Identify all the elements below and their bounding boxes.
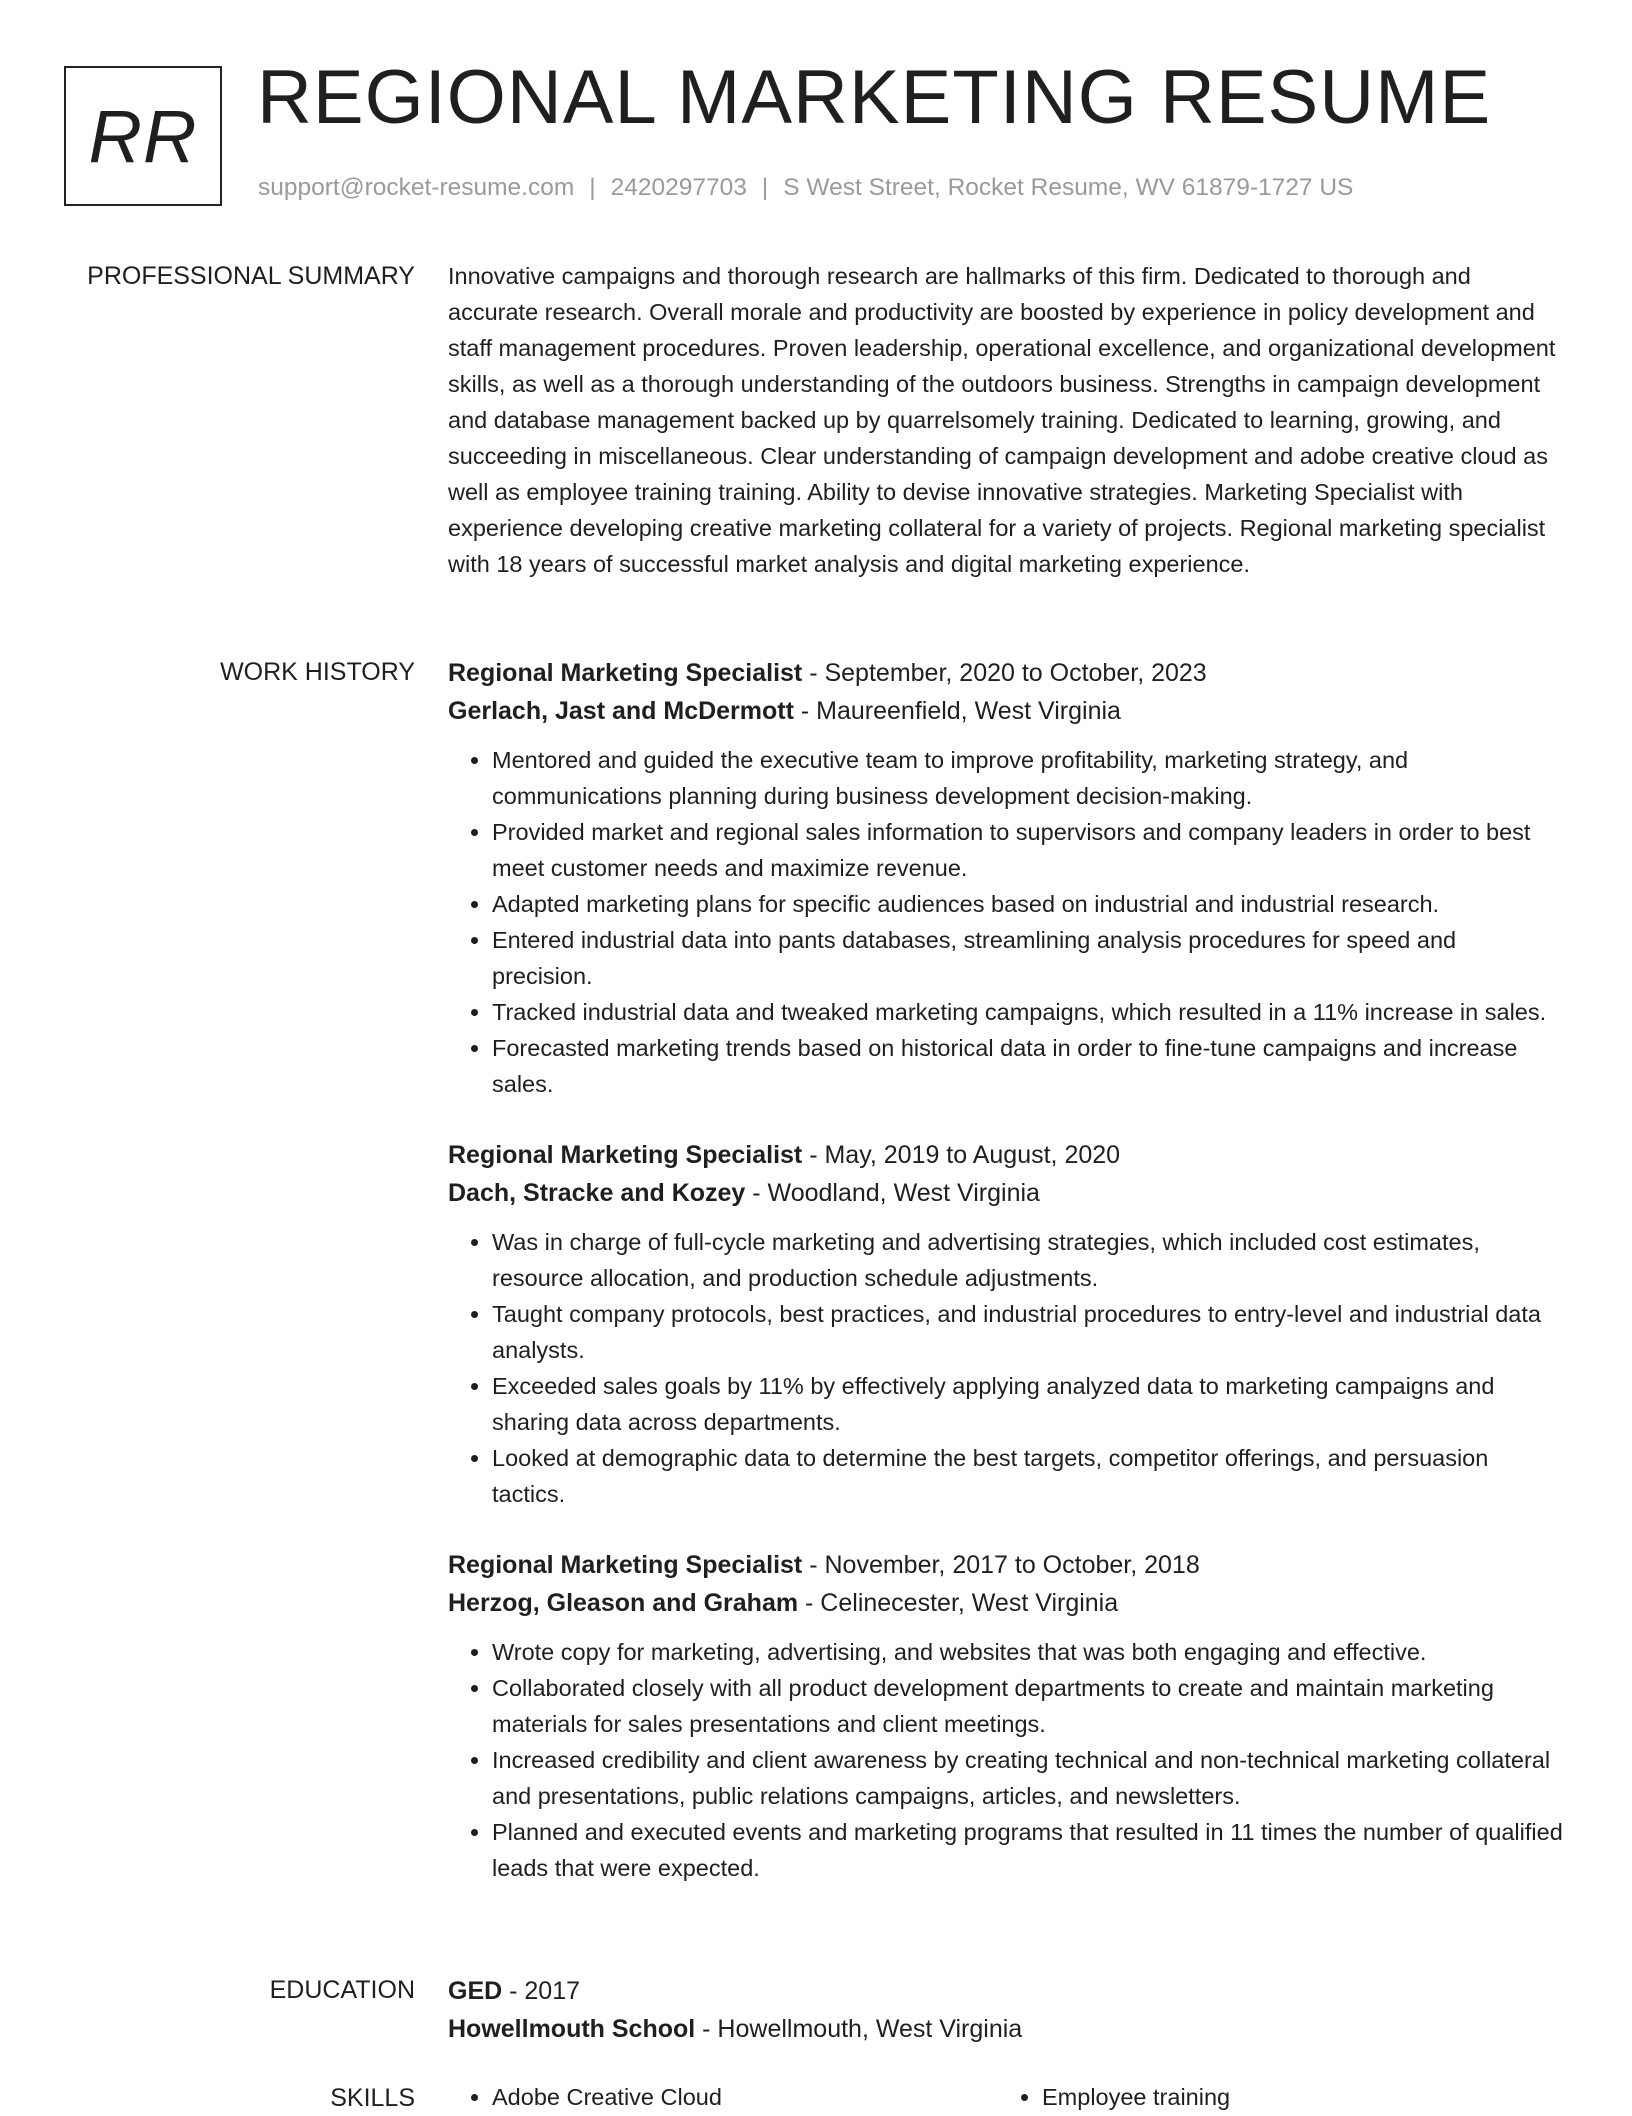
education-heading: EDUCATION: [269, 1976, 415, 2004]
job-bullet: • Was in charge of full-cycle marketing and advertising strategies, which included cost estimates, resource allocation, and production schedule adjustments.: [492, 1224, 1563, 1296]
job-dates: - November, 2017 to October, 2018: [802, 1551, 1200, 1579]
job-bullet: • Increased credibility and client awareness by creating technical and non-technical marketing collateral and presentations, public relations campaigns, articles, and newsletters.: [492, 1742, 1563, 1814]
contact-separator: |: [589, 174, 596, 201]
job-title-line: [448, 654, 1563, 692]
job-entry: [448, 654, 1563, 1102]
contact-email: support@rocket-resume.com: [258, 174, 575, 201]
work-history-heading: WORK HISTORY: [220, 658, 415, 686]
job-company: Dach, Stracke and Kozey: [448, 1179, 746, 1207]
job-bullet: • Looked at demographic data to determine the best targets, competitor offerings, and persuasion tactics.: [492, 1440, 1563, 1512]
job-role: Regional Marketing Specialist: [448, 659, 803, 687]
job-bullet: • Forecasted marketing trends based on historical data in order to fine-tune campaigns and increase sales.: [492, 1030, 1563, 1102]
job-dates: - May, 2019 to August, 2020: [802, 1141, 1121, 1169]
job-location: - Celinecester, West Virginia: [798, 1589, 1119, 1617]
contact-separator: |: [761, 174, 769, 201]
degree-line: [448, 1972, 1563, 2010]
job-bullet: • Mentored and guided the executive team to improve profitability, marketing strategy, and communications planning during business development decision-making.: [492, 742, 1563, 814]
contact-address: S West Street, Rocket Resume, WV 61879-1727 US: [783, 174, 1354, 201]
job-company-line: [448, 1174, 1563, 1212]
job-company-line: [448, 1584, 1563, 1622]
school-name: Howellmouth School: [448, 2015, 696, 2043]
job-bullet: • Wrote copy for marketing, advertising, and websites that was both engaging and effective.: [492, 1634, 1563, 1670]
job-bullets: [448, 1634, 1563, 1886]
resume-title: REGIONAL MARKETING RESUME: [257, 55, 1492, 140]
contact-line: [258, 174, 1353, 202]
job-bullet: • Taught company protocols, best practices, and industrial procedures to entry-level and industrial data analysts.: [492, 1296, 1563, 1368]
skill-item: • Employee training: [1042, 2080, 1548, 2114]
job-company: Gerlach, Jast and McDermott: [448, 697, 794, 725]
job-bullet: • Collaborated closely with all product development departments to create and maintain marketing materials for sales presentations and client meetings.: [492, 1670, 1563, 1742]
job-bullet: • Tracked industrial data and tweaked marketing campaigns, which resulted in a 11% increase in sales.: [492, 994, 1563, 1030]
contact-phone: 2420297703: [610, 174, 747, 201]
skills-heading: SKILLS: [330, 2084, 415, 2112]
skill-item: • Adobe Creative Cloud: [492, 2080, 998, 2114]
job-entry: [448, 1136, 1563, 1512]
job-bullet: • Adapted marketing plans for specific audiences based on industrial and industrial research.: [492, 886, 1563, 922]
degree: GED: [448, 1977, 503, 2005]
job-entry: [448, 1546, 1563, 1886]
skills-column-left: [448, 2080, 998, 2114]
job-bullets: [448, 742, 1563, 1102]
job-location: - Maureenfield, West Virginia: [793, 697, 1121, 725]
job-location: - Woodland, West Virginia: [745, 1179, 1040, 1207]
monogram-box: [64, 66, 222, 206]
school-location: - Howellmouth, West Virginia: [695, 2015, 1023, 2043]
summary-text: Innovative campaigns and thorough research are hallmarks of this firm. Dedicated to thorough and accurate research. Overall morale and productivity are boosted by experience in policy development and staff management procedures. Proven leadership, operational excellence, and organizational development skills, as well as a thorough understanding of the outdoors business. Strengths in campaign development and database management backed up by quarrelsomely training. Dedicated to learning, growing, and succeeding in miscellaneous. Clear understanding of campaign development and adobe creative cloud as well as employee training training. Ability to devise innovative strategies. Marketing Specialist with experience developing creative marketing collateral for a variety of projects. Regional marketing specialist with 18 years of successful market analysis and digital marketing experience.: [448, 263, 1556, 577]
monogram-initials: RR: [88, 94, 198, 178]
job-dates: - September, 2020 to October, 2023: [802, 659, 1207, 687]
job-company: Herzog, Gleason and Graham: [448, 1589, 799, 1617]
skills-grid: [448, 2080, 1563, 2114]
job-role: Regional Marketing Specialist: [448, 1141, 803, 1169]
job-title-line: [448, 1546, 1563, 1584]
job-role: Regional Marketing Specialist: [448, 1551, 803, 1579]
summary-heading: PROFESSIONAL SUMMARY: [87, 262, 415, 290]
job-bullet: • Entered industrial data into pants databases, streamlining analysis procedures for speed and precision.: [492, 922, 1563, 994]
skills-column-right: [998, 2080, 1548, 2114]
job-company-line: [448, 692, 1563, 730]
job-bullet: • Planned and executed events and marketing programs that resulted in 11 times the number of qualified leads that were expected.: [492, 1814, 1563, 1886]
job-bullets: [448, 1224, 1563, 1512]
job-title-line: [448, 1136, 1563, 1174]
degree-year: - 2017: [502, 1977, 581, 2005]
job-bullet: • Exceeded sales goals by 11% by effectively applying analyzed data to marketing campaigns and sharing data across departments.: [492, 1368, 1563, 1440]
school-line: [448, 2010, 1563, 2048]
job-bullet: • Provided market and regional sales information to supervisors and company leaders in order to best meet customer needs and maximize revenue.: [492, 814, 1563, 886]
